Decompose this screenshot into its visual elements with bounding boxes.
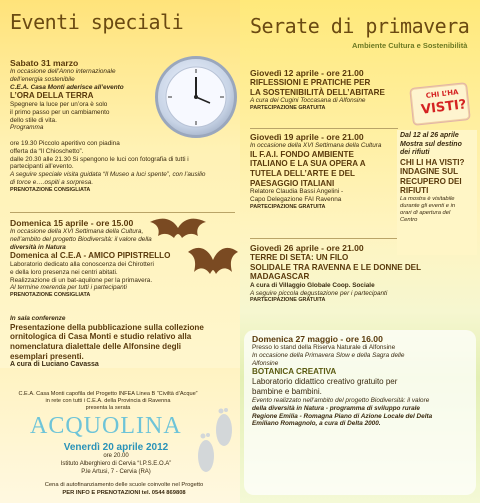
- exhibit-note-3: orari di apertura del: [400, 209, 451, 216]
- exhibit-note-4: Centro: [400, 216, 418, 223]
- event-occasion-2: dell’energia sostenibile: [10, 75, 75, 83]
- event-desc: Laboratorio dedicato alla conoscenza dei Chirotteri: [10, 260, 154, 268]
- divider: [250, 128, 398, 129]
- acquolina-line: presenta la serata: [85, 405, 131, 411]
- acquolina-line: C.E.A. Casa Monti capofila del Progetto INFEA Linea B “Civiltà d’Acque”: [18, 391, 198, 397]
- event-heading-2: LA SOSTENIBILITÀ DELL’ABITARE: [250, 87, 385, 97]
- event-heading: BOTANICA CREATIVA: [252, 367, 337, 377]
- acquolina-intro: [8, 391, 208, 412]
- booking-note: PRENOTAZIONE CONSIGLIATA: [10, 292, 91, 299]
- right-column-subtitle: Ambiente Cultura e Sostenibilità: [352, 41, 468, 50]
- exhibit-note: La mostra è visitabile: [400, 195, 455, 202]
- event-heading-2: ITALIANO E LA SUA OPERA A: [250, 159, 366, 169]
- program-line: offerta da “Il Chioschetto”.: [10, 147, 84, 155]
- chi-lha-visti-logo: [415, 85, 472, 117]
- acquolina-info: PER INFO E PRENOTAZIONI tel. 0544 869808: [62, 489, 186, 496]
- program-line: A seguire speciale visita guidata “Il Museo a luci spente”, con l’ausilio: [10, 171, 206, 179]
- event-occasion: In occasione dell’Anno internazionale: [10, 68, 116, 75]
- free-participation: PARTECIPAZIONE GRATUITA: [250, 297, 326, 304]
- footprints-icon: [194, 408, 236, 478]
- right-column-title: Serate di primavera: [250, 14, 470, 38]
- exhibit-dates: Dal 12 al 26 aprile: [400, 132, 459, 139]
- event-organizer: C.E.A. Casa Monti aderisce all’evento: [10, 83, 124, 91]
- acquolina-time: ore 20.00: [103, 453, 129, 459]
- program-line: dalle 20.30 alle 21.30 Si spengono le luci con fotografia di tutti i: [10, 155, 189, 163]
- clock-face-icon: [158, 59, 234, 135]
- acquolina-line: in rete con tutti i C.E.A. della Provincia di Ravenna: [45, 398, 171, 404]
- event-organizer: A cura di Villaggio Globale Coop. Sociale: [250, 281, 375, 289]
- serata-12-aprile: [250, 68, 430, 113]
- exhibit-note-2: durante gli eventi e in: [400, 202, 456, 209]
- event-heading: L’ORA DELLA TERRA: [10, 91, 94, 101]
- acquolina-date: Venerdì 20 aprile 2012: [63, 442, 169, 453]
- event-desc: Laboratorio didattico creativo gratuito per: [252, 376, 398, 386]
- event-date: Giovedì 26 aprile - ore 21.00: [250, 243, 364, 253]
- event-heading-3: MADAGASCAR: [250, 272, 310, 282]
- event-funding: Evento realizzato nell’ambito del progetto Biodiversità: il valore: [252, 396, 430, 404]
- event-heading: Presentazione della pubblicazione sulla collezione: [10, 322, 204, 332]
- event-organizer: A cura dei Cugini Toccasana di Alfonsine: [250, 97, 366, 105]
- acquolina-details: [36, 442, 196, 476]
- event-heading: TERRE DI SETA: UN FILO: [250, 253, 349, 262]
- serata-26-aprile: [250, 243, 450, 305]
- event-funding-3: Regione Emilia - Romagna Piano di Azione Locale del Delta: [252, 412, 433, 420]
- event-heading: RIFLESSIONI E PRATICHE PER: [250, 78, 371, 87]
- exhibit-heading-3: RECUPERO DEI: [400, 176, 462, 186]
- acquolina-venue-2: P.le Artusi, 7 - Cervia (RA): [81, 468, 151, 475]
- acquolina-footer: [10, 482, 238, 497]
- exhibit-desc-2: dei rifiuti: [400, 149, 430, 156]
- event-date: Giovedì 19 aprile - ore 21.00: [250, 132, 364, 142]
- event-desc-3: Realizzazione di un bat-aquilone per la primavera.: [10, 276, 153, 284]
- event-ora-della-terra: [10, 58, 160, 132]
- event-author: A cura di Luciano Cavassa: [10, 361, 99, 369]
- event-desc-2: e della loro presenza nei centri abitati.: [10, 268, 118, 276]
- serata-19-aprile: [250, 132, 400, 212]
- event-heading-4: PAESAGGIO ITALIANI: [250, 178, 335, 188]
- event-location: Presso lo stand della Riserva Naturale di Alfonsine: [252, 344, 396, 351]
- event-date: Giovedì 12 aprile - ore 21.00: [250, 68, 364, 78]
- event-amico-pipistrello: [10, 218, 240, 300]
- event-desc-2: bambine e bambini.: [252, 386, 322, 396]
- event-heading-4: esemplari presenti.: [10, 351, 84, 361]
- evento-botanica-creativa: [252, 334, 474, 428]
- event-occasion: In occasione della XVI Settimana della Cultura,: [10, 228, 144, 235]
- event-speaker-2: Capo Delegazione FAI Ravenna: [250, 195, 342, 203]
- exhibit-heading: CHI LI HA VISTI?: [400, 157, 465, 167]
- acquolina-logo: ACQUOLINA: [30, 413, 182, 439]
- event-heading-3: nomenclatura dialettale delle Alfonsine degli: [10, 341, 182, 351]
- event-heading-2: ornitologica di Casa Monti e studio relativo alla: [10, 332, 192, 342]
- event-funding-2: della diversità in Natura - programma di sviluppo rurale: [252, 404, 420, 412]
- program-line: ore 19.30 Piccolo aperitivo con piadina: [10, 140, 120, 147]
- left-column-title: Eventi speciali: [10, 10, 184, 34]
- event-desc-2: il primo passo per un cambiamento: [10, 108, 110, 116]
- program-line: partecipanti all’evento.: [10, 163, 74, 171]
- event-program: [10, 140, 238, 195]
- event-location: In sala conferenze: [10, 315, 66, 322]
- program-label: Programma: [10, 124, 44, 132]
- event-occasion-2: Alfonsine: [252, 359, 279, 367]
- event-occasion: In occasione della XVI Settimana della Cultura: [250, 142, 382, 149]
- divider: [250, 238, 398, 239]
- event-desc-4: Al termine merenda per tutti i partecipanti: [10, 284, 127, 292]
- logo-text-2: VISTI?: [420, 97, 468, 118]
- event-desc: Spegnere la luce per un’ora è solo: [10, 100, 108, 108]
- event-heading-2: SOLIDALE TRA RAVENNA E LE DONNE DEL: [250, 262, 422, 272]
- event-funding-4: Emiliano Romagnolo, a cura di Delta 2000.: [252, 420, 381, 428]
- event-date: Sabato 31 marzo: [10, 58, 79, 68]
- event-date: Domenica 27 maggio - ore 16.00: [252, 334, 383, 344]
- acquolina-dinner: Cena di autofinanziamento delle scuole coinvolte nel Progetto: [44, 482, 204, 488]
- event-desc-3: dello stile di vita.: [10, 116, 57, 124]
- acquolina-venue: Istituto Alberghiero di Cervia “I.P.S.E.O.A”: [60, 460, 172, 467]
- free-participation: PARTECIPAZIONE GRATUITA: [250, 104, 326, 111]
- exhibit-heading-4: RIFIUTI: [400, 186, 429, 195]
- clock-image: [155, 56, 237, 138]
- program-line: di torce e….ospiti a sorpresa.: [10, 178, 94, 186]
- event-speaker: Relatore Claudia Bassi Angelini -: [250, 188, 344, 196]
- event-heading: IL F.A.I. FONDO AMBIENTE: [250, 149, 354, 159]
- exhibit-heading-2: INDAGINE SUL: [400, 167, 459, 176]
- event-occasion-2: nell’ambito del progetto Biodiversità: il valore della: [10, 235, 152, 243]
- booking-note: PRENOTAZIONE CONSIGLIATA: [10, 186, 91, 193]
- mostra-rifiuti: [400, 132, 478, 224]
- exhibit-desc: Mostra sul destino: [400, 140, 462, 148]
- event-occasion-3: diversità in Natura: [10, 243, 66, 251]
- event-heading-3: TUTELA DELL’ARTE E DEL: [250, 168, 355, 178]
- divider: [10, 212, 235, 213]
- event-date: Domenica 15 aprile - ore 15.00: [10, 218, 134, 228]
- event-occasion: In occasione della Primavera Slow e della Sagra delle: [252, 351, 405, 359]
- free-participation: PARTECIPAZIONE GRATUITA: [250, 203, 326, 210]
- event-heading: Domenica al C.E.A - AMICO PIPISTRELLO: [10, 251, 171, 261]
- event-note: A seguire piccola degustazione per i partecipanti: [250, 289, 388, 297]
- logo-text: CHI L’HA: [425, 88, 459, 101]
